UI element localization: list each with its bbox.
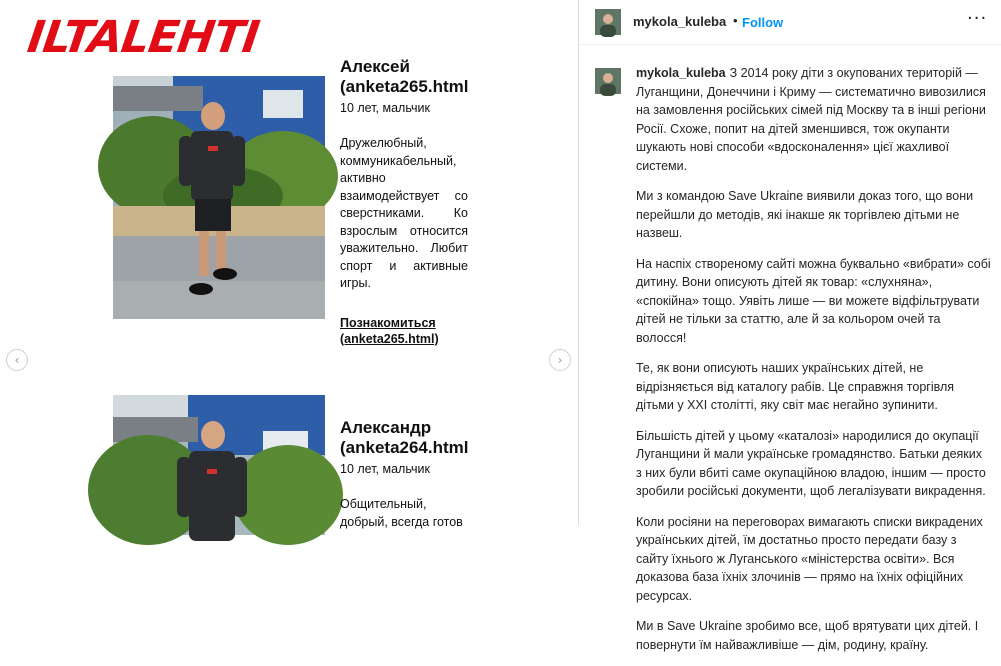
caption-paragraph: mykola_kuleba З 2014 року діти з окупованих територій — Луганщини, Донеччини і Криму — систематично вивозилися на замовлення російських сімей під Москву та в інші регіони Росії. Схоже, попит на дітей зменшився, тож окупанти шукають нові способи «вдосконалення» цієї жахливої системи.	[636, 66, 986, 173]
avatar[interactable]	[595, 9, 621, 35]
iltalehti-logo	[24, 10, 328, 66]
post-panel	[578, 0, 1000, 652]
caption-paragraph: Ми в Save Ukraine зробимо все, щоб врятувати цих дітей. І повернути їм найважливіше — дім, родину, країну.	[636, 619, 979, 652]
meet-link-label: Познакомиться	[340, 315, 436, 330]
child-card-text	[340, 418, 468, 531]
carousel-next-button[interactable]: ›	[549, 349, 571, 371]
separator-dot: •	[733, 13, 738, 28]
caption-paragraph: Більшість дітей у цьому «каталозі» народилися до окупації Луганщини й мали українське громадянство. Батьки деяких з них були вбиті саме окупаційною владою, іншим — просто зробили російські документи, щоб легалізувати викрадення.	[636, 428, 986, 498]
more-options-icon[interactable]: ···	[967, 8, 988, 29]
carousel-prev-button[interactable]: ‹	[6, 349, 28, 371]
post-header	[579, 0, 1001, 45]
caption-paragraph: На наспіх створеному сайті можна буквально «вибрати» собі дитину. Вони описують дітей як товар: «слухняна», «спокійна» тощо. Уявіть лише — ви можете відфільтрувати дітей не тільки за статтю, але й за кольором очей та волосся!	[636, 256, 991, 345]
post-username[interactable]: mykola_kuleba	[633, 14, 727, 29]
child-description: Дружелюбный, коммуникабельный, активно взаимодействует со сверстниками. Ко взрослым относится уважительно. Любит спорт и активные игры.	[340, 136, 468, 290]
follow-button[interactable]: Follow	[742, 15, 784, 30]
post-media	[0, 0, 578, 529]
caption-username[interactable]: mykola_kuleba	[636, 66, 726, 80]
child-age: 10 лет, мальчик	[340, 101, 430, 115]
avatar[interactable]	[595, 68, 621, 94]
child-anketa-id: (anketa265.html	[340, 77, 469, 96]
caption-paragraph: Те, як вони описують наших українських дітей, не відрізняється від каталогу рабів. Це справжня торгівля дітьми у XXI столітті, яку світ має негайно зупинити.	[636, 361, 955, 412]
meet-link-url: (anketa265.html)	[340, 331, 439, 346]
child-name: Алексей	[340, 57, 410, 76]
child-age: 10 лет, мальчик	[340, 462, 430, 476]
meet-link[interactable]	[340, 315, 468, 347]
caption-paragraph: Ми з командою Save Ukraine виявили доказ того, що вони перейшли до методів, які інакше як торгівлею дітьми не назвеш.	[636, 189, 974, 240]
child-name: Александр	[340, 418, 432, 437]
child-card-text	[340, 57, 468, 347]
logo-text: ILTALEHTI	[24, 12, 262, 63]
child-anketa-id: (anketa264.html	[340, 438, 469, 457]
caption-paragraph: Коли росіяни на переговорах вимагають списки викрадених українських дітей, їм достатньо просто передати базу з сайту їхнього ж Луганського «міністерства освіти». Вся доказова база їхніх злочинів — прямо на їхніх офіційних ресурсах.	[636, 514, 983, 603]
child-description: Общительный, добрый, всегда готов	[340, 497, 463, 529]
child-photo	[113, 76, 325, 319]
child-photo	[113, 395, 325, 535]
post-caption	[636, 64, 991, 666]
